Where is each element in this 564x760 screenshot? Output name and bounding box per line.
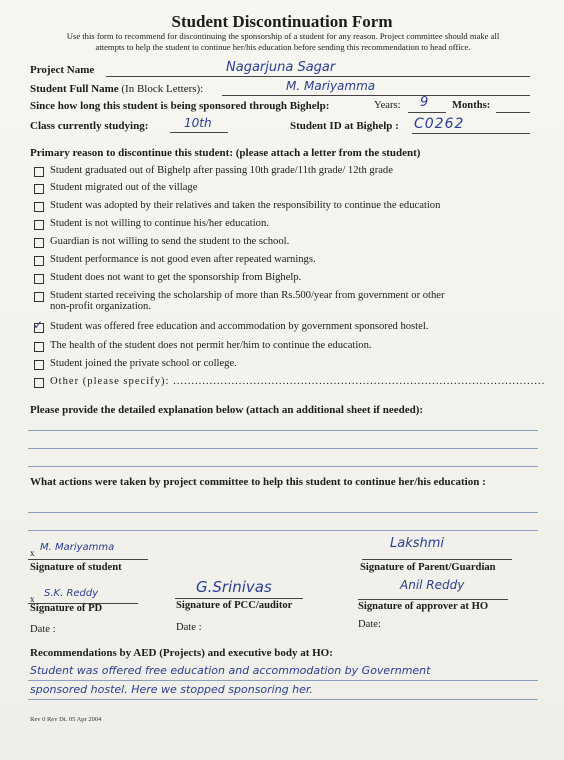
approver-signature-line <box>358 599 508 600</box>
explanation-line[interactable] <box>28 466 538 467</box>
pcc-date-label: Date : <box>176 622 202 633</box>
explanation-heading: Please provide the detailed explanation below (attach an additional sheet if needed): <box>30 404 424 416</box>
student-signature-label: Signature of student <box>30 562 122 573</box>
pd-x-mark: x <box>30 594 35 604</box>
actions-line[interactable] <box>28 530 538 531</box>
reason-checkbox[interactable] <box>34 220 44 230</box>
reason-checkbox[interactable] <box>34 378 44 388</box>
reason-checkbox[interactable] <box>34 256 44 266</box>
reason-label: Student graduated out of Bighelp after passing 10th grade/11th grade/ 12th grade <box>50 165 393 176</box>
reason-option[interactable] <box>34 200 440 212</box>
reason-label: Student migrated out of the village <box>50 182 198 193</box>
approver-date-label: Date: <box>358 619 381 630</box>
student-name-value[interactable]: M. Mariyamma <box>286 79 376 93</box>
years-line <box>408 112 446 113</box>
student-id-value[interactable]: C0262 <box>414 116 465 132</box>
actions-heading: What actions were taken by project committee to help this student to continue her/his education : <box>30 476 486 488</box>
form-title: Student Discontinuation Form <box>171 12 393 31</box>
reason-option[interactable] <box>34 182 197 194</box>
pd-signature-label: Signature of PD <box>30 603 103 614</box>
pd-signature[interactable]: S.K. Reddy <box>44 588 99 599</box>
explanation-line[interactable] <box>28 448 538 449</box>
approver-signature[interactable]: Anil Reddy <box>400 578 465 592</box>
project-name-label: Project Name <box>30 64 95 76</box>
reason-option[interactable] <box>34 340 372 352</box>
reason-label: Other (please specify): ...................................................................................................... <box>50 376 546 387</box>
months-label: Months: <box>452 100 491 111</box>
project-name-line <box>106 76 530 77</box>
reason-checkbox[interactable] <box>34 184 44 194</box>
form-intro <box>28 31 538 53</box>
reason-checkbox[interactable] <box>34 342 44 352</box>
explanation-line[interactable] <box>28 430 538 431</box>
reason-option-other[interactable] <box>34 376 545 388</box>
student-name-label-bold: Student Full Name <box>30 83 119 95</box>
reason-option[interactable] <box>34 165 393 177</box>
revision-footer: Rev 0 Rev Dt. 05 Apr 2004 <box>30 716 102 723</box>
recommendation-text-line-2[interactable]: sponsored hostel. Here we stopped sponsoring her. <box>30 683 313 696</box>
pd-date-label: Date : <box>30 624 56 635</box>
reason-checkbox[interactable] <box>34 167 44 177</box>
reason-option[interactable] <box>34 236 289 248</box>
reason-label: Student joined the private school or college. <box>50 358 237 369</box>
reason-label: Student started receiving the scholarship of more than Rs.500/year from government or other <box>50 290 445 301</box>
check-mark-icon: ✓ <box>33 318 44 332</box>
student-name-line <box>222 95 530 96</box>
project-name-value[interactable]: Nagarjuna Sagar <box>226 60 336 75</box>
class-label: Class currently studying: <box>30 120 149 132</box>
reason-checkbox-checked[interactable] <box>33 318 44 333</box>
actions-line[interactable] <box>28 512 538 513</box>
student-name-label <box>30 83 203 95</box>
recommendation-line <box>28 680 538 681</box>
student-signature[interactable]: M. Mariyamma <box>40 542 115 553</box>
reason-checkbox[interactable] <box>34 238 44 248</box>
recommendation-line <box>28 699 538 700</box>
recommendation-text-line-1[interactable]: Student was offered free education and accommodation by Government <box>30 664 431 677</box>
reason-label: Student performance is not good even after repeated warnings. <box>50 254 316 265</box>
reason-checkbox[interactable] <box>34 360 44 370</box>
parent-signature-label: Signature of Parent/Guardian <box>360 562 496 573</box>
student-x-mark: x <box>30 548 35 558</box>
student-id-line <box>412 133 530 134</box>
student-name-label-normal: (In Block Letters): <box>121 83 204 95</box>
class-line <box>170 132 228 133</box>
parent-signature[interactable]: Lakshmi <box>390 536 445 551</box>
reason-label: Student is not willing to continue his/her education. <box>50 218 269 229</box>
reasons-heading: Primary reason to discontinue this student: (please attach a letter from the student) <box>30 147 421 159</box>
reason-label: Guardian is not willing to send the student to the school. <box>50 236 290 247</box>
reason-option[interactable] <box>34 254 316 266</box>
reason-checkbox[interactable] <box>34 202 44 212</box>
intro-line-1: Use this form to recommend for discontinuing the sponsorship of a student for any reason. Project committee should make all <box>66 31 500 41</box>
reason-option[interactable] <box>34 290 445 312</box>
reason-label: Student was offered free education and accommodation by government sponsored hostel. <box>50 321 429 332</box>
pcc-signature-label: Signature of PCC/auditor <box>176 600 293 611</box>
reason-checkbox[interactable] <box>34 292 44 302</box>
reason-label: Student was adopted by their relatives and taken the responsibility to continue the education <box>50 200 441 211</box>
reason-label: Student does not want to get the sponsorship from Bighelp. <box>50 272 302 283</box>
reason-option-selected[interactable] <box>33 318 429 333</box>
student-signature-line <box>28 559 148 560</box>
reason-option[interactable] <box>34 358 237 370</box>
recommendations-heading: Recommendations by AED (Projects) and executive body at HO: <box>30 647 333 659</box>
years-value[interactable]: 9 <box>420 95 429 110</box>
reason-checkbox[interactable] <box>34 274 44 284</box>
reason-label-group <box>50 290 445 312</box>
reason-label: The health of the student does not permit her/him to continue the education. <box>50 340 372 351</box>
reason-label-line2: non-profit organization. <box>50 301 152 312</box>
sponsored-duration-label: Since how long this student is being sponsored through Bighelp: <box>30 100 330 112</box>
student-id-label: Student ID at Bighelp : <box>290 120 399 132</box>
intro-line-2: attempts to help the student to continue her/his education before sending this recommendation to head office. <box>95 42 471 52</box>
reason-option[interactable] <box>34 218 269 230</box>
class-value[interactable]: 10th <box>184 116 212 130</box>
months-line <box>496 112 530 113</box>
pcc-signature[interactable]: G.Srinivas <box>196 578 272 596</box>
pcc-signature-line <box>175 598 303 599</box>
approver-signature-label: Signature of approver at HO <box>358 601 489 612</box>
parent-signature-line <box>362 559 512 560</box>
reason-option[interactable] <box>34 272 301 284</box>
years-label: Years: <box>374 100 401 111</box>
